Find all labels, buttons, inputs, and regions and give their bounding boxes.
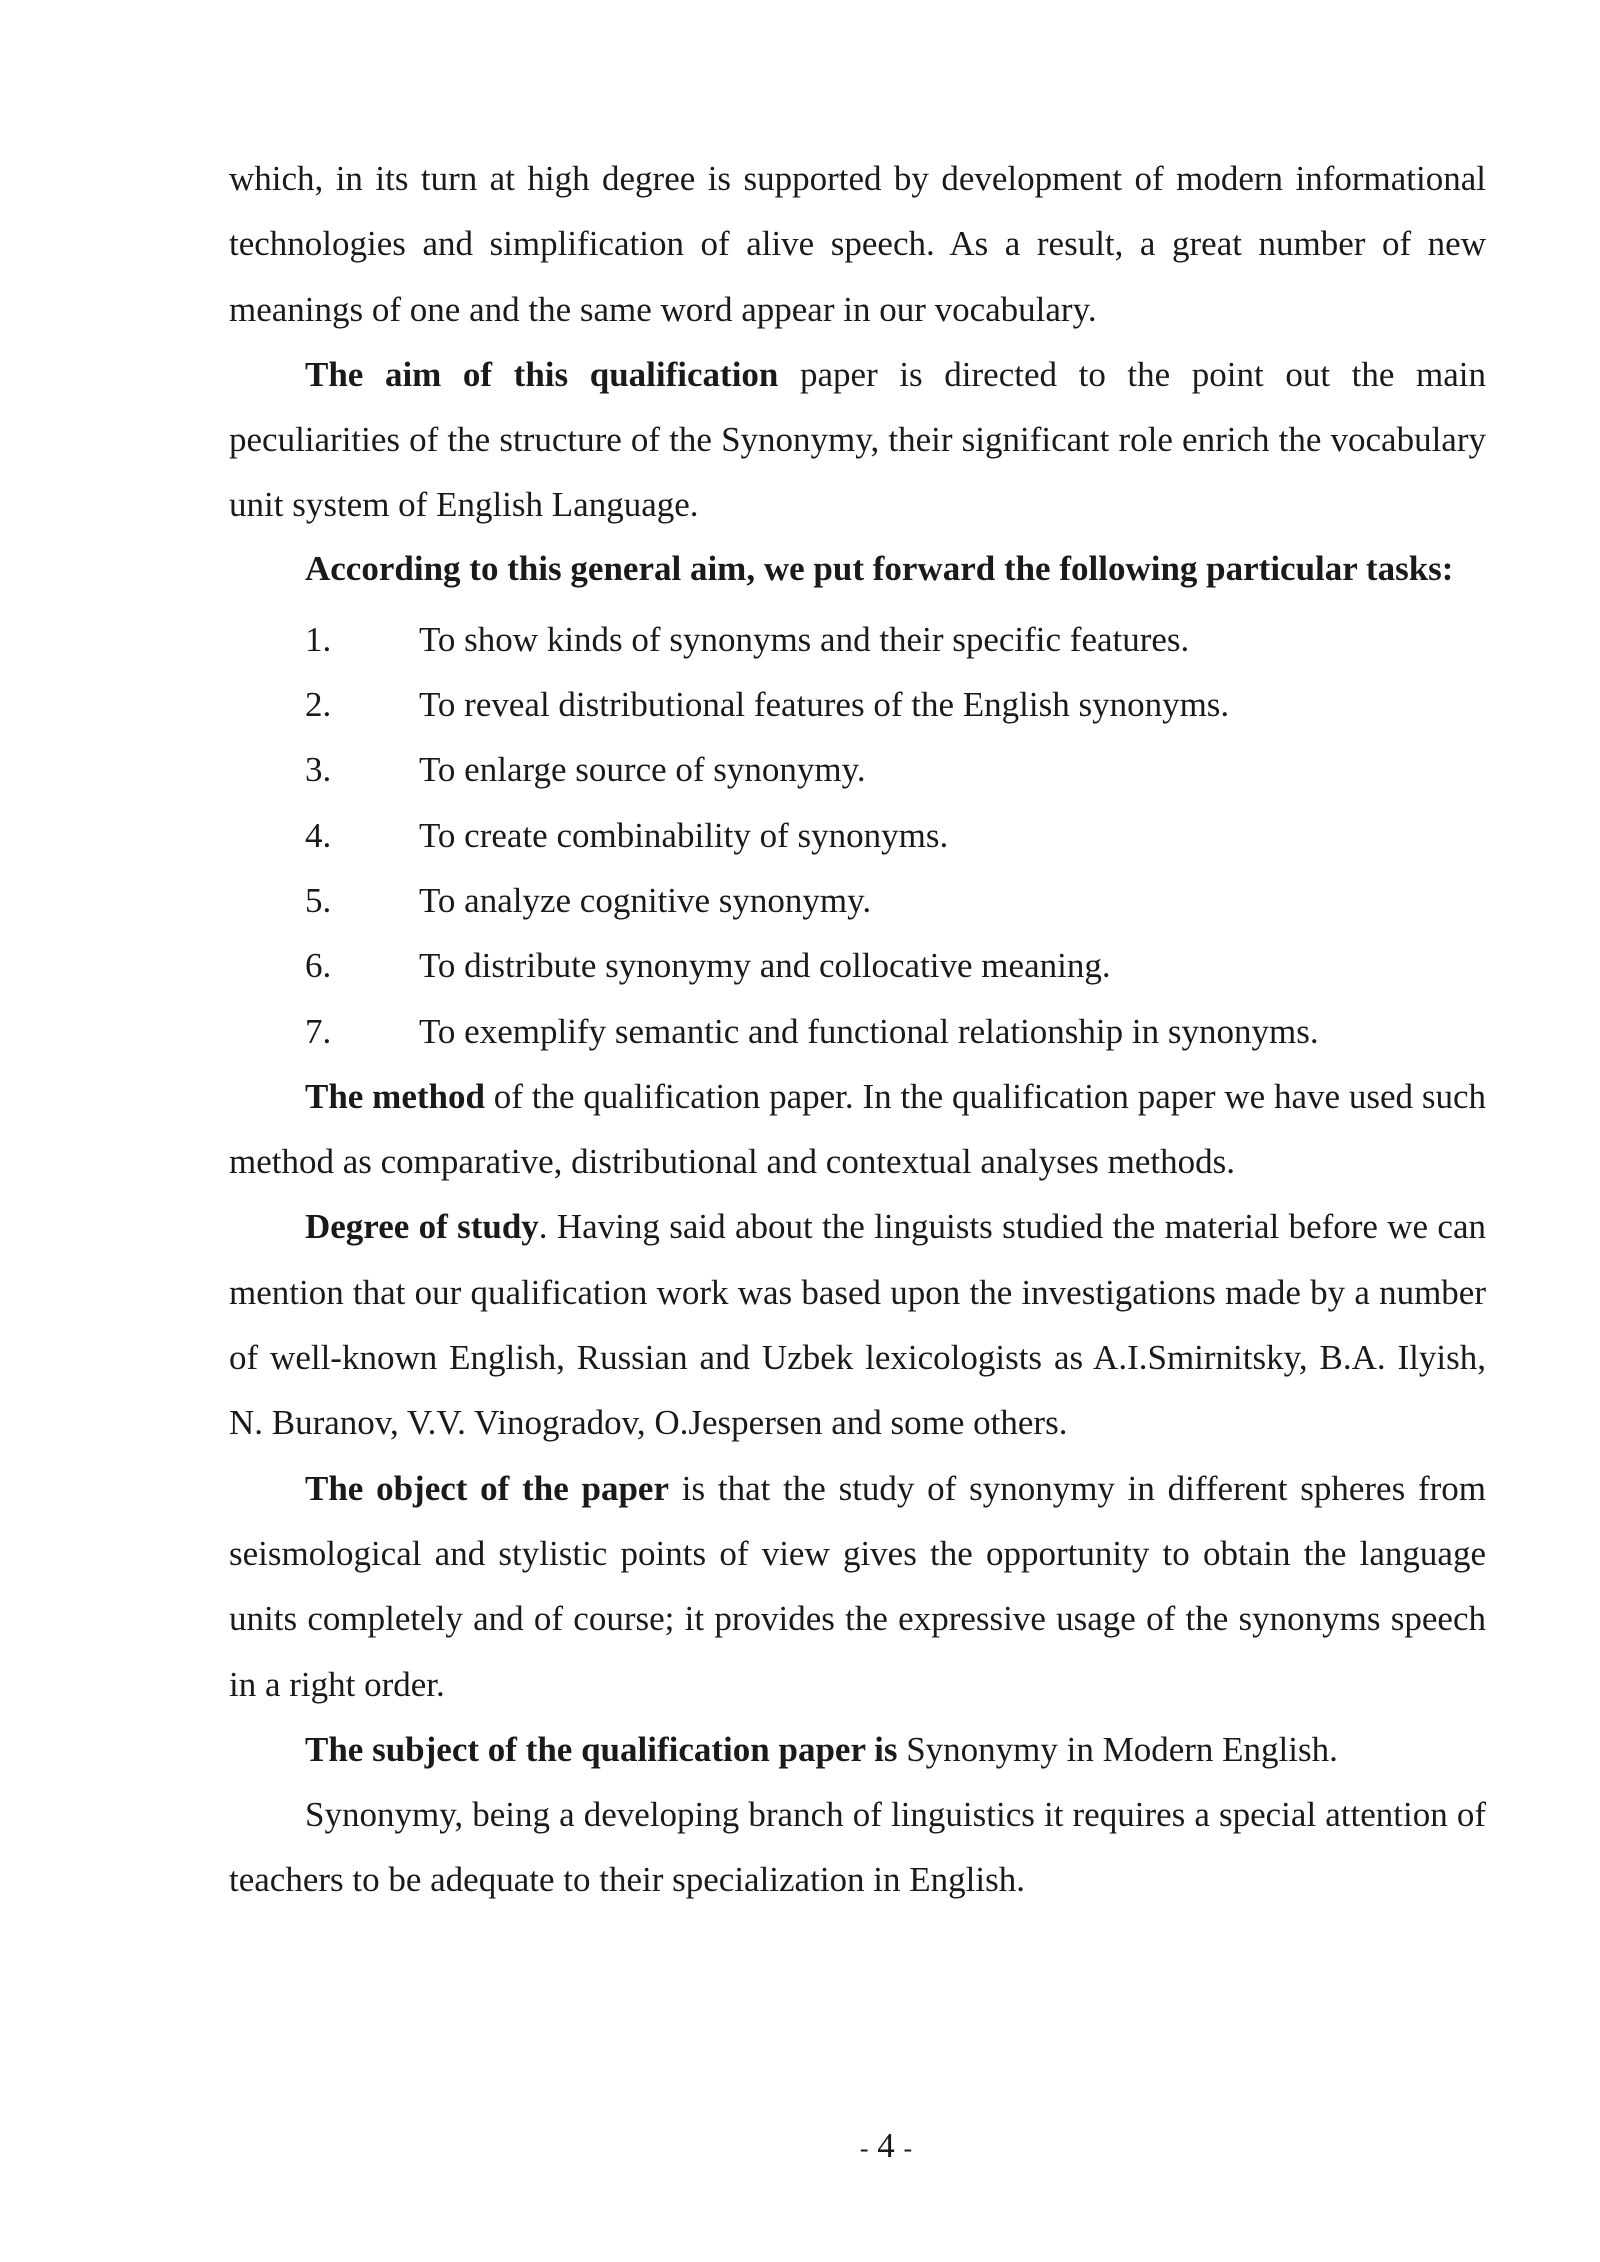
list-item — [229, 737, 1486, 802]
list-item-text: To exemplify semantic and functional relationship in synonyms. — [419, 1011, 1319, 1051]
list-item-text: To reveal distributional features of the English synonyms. — [419, 685, 1230, 725]
list-item-number: 1. — [305, 619, 332, 659]
list-item-number: 2. — [305, 685, 332, 725]
degree-text: . Having said about the linguists studied the material before we can mention that our qualification work was based upon the investigations made by a number of well-known English, Russian and Uzbek lexicologists as A.I.Smirnitsky, B.A. Ilyish, N. Buranov, V.V. Vinogradov, O.Jespersen and some others. — [229, 1207, 1486, 1443]
list-item — [229, 672, 1486, 737]
list-item — [229, 868, 1486, 933]
list-item-text: To distribute synonymy and collocative meaning. — [419, 946, 1111, 986]
subject-heading: The subject of the qualification paper is — [305, 1729, 898, 1769]
list-item-text: To analyze cognitive synonymy. — [419, 880, 872, 920]
document-body — [229, 146, 1486, 1913]
list-item-text: To enlarge source of synonymy. — [419, 750, 866, 790]
paragraph-conclusion: Synonymy, being a developing branch of linguistics it requires a special attention of teachers to be adequate to their specialization in English. — [229, 1795, 1486, 1900]
page-number-dash-left: - — [859, 2134, 869, 2163]
tasks-list — [229, 607, 1486, 1064]
paragraph-aim — [229, 342, 1486, 538]
aim-heading: The aim of this qualification — [305, 354, 779, 394]
paragraph-degree — [229, 1194, 1486, 1455]
page-number-dash-right: - — [903, 2134, 913, 2163]
list-item — [229, 803, 1486, 868]
object-text: is that the study of synonymy in different spheres from seismological and stylistic points of view gives the opportunity to obtain the language units completely and of course; it provides the expressive usage of the synonyms speech in a right order. — [229, 1468, 1486, 1704]
method-text: of the qualification paper. In the qualification paper we have used such method as comparative, distributional and contextual analyses methods. — [229, 1076, 1487, 1182]
tasks-heading-text: According to this general aim, we put forward the following particular tasks: — [305, 548, 1454, 588]
degree-heading: Degree of study — [305, 1207, 539, 1247]
list-item — [229, 933, 1486, 998]
page-number — [0, 2126, 1600, 2166]
list-item-text: To show kinds of synonyms and their specific features. — [419, 619, 1190, 659]
page-number-value: 4 — [877, 2126, 895, 2165]
list-item-number: 6. — [305, 946, 332, 986]
object-heading: The object of the paper — [305, 1468, 669, 1508]
paragraph-intro: which, in its turn at high degree is supported by development of modern informational technologies and simplification of alive speech. As a result, a great number of new meanings of one and the same word appear in our vocabulary. — [229, 159, 1486, 329]
method-heading: The method — [305, 1076, 485, 1116]
tasks-heading — [229, 546, 1486, 592]
list-item-number: 4. — [305, 815, 332, 855]
list-item-number: 7. — [305, 1011, 332, 1051]
list-item-number: 3. — [305, 750, 332, 790]
list-item-text: To create combinability of synonyms. — [419, 815, 949, 855]
list-item — [229, 999, 1486, 1064]
list-item-number: 5. — [305, 880, 332, 920]
aim-text: paper is directed to the point out the main peculiarities of the structure of the Synonymy, their significant role enrich the vocabulary unit system of English Language. — [229, 354, 1486, 525]
list-item — [229, 607, 1486, 672]
paragraph-object — [229, 1456, 1486, 1717]
paragraph-subject — [229, 1717, 1486, 1782]
paragraph-method — [229, 1064, 1486, 1195]
subject-text: Synonymy in Modern English. — [897, 1729, 1338, 1769]
